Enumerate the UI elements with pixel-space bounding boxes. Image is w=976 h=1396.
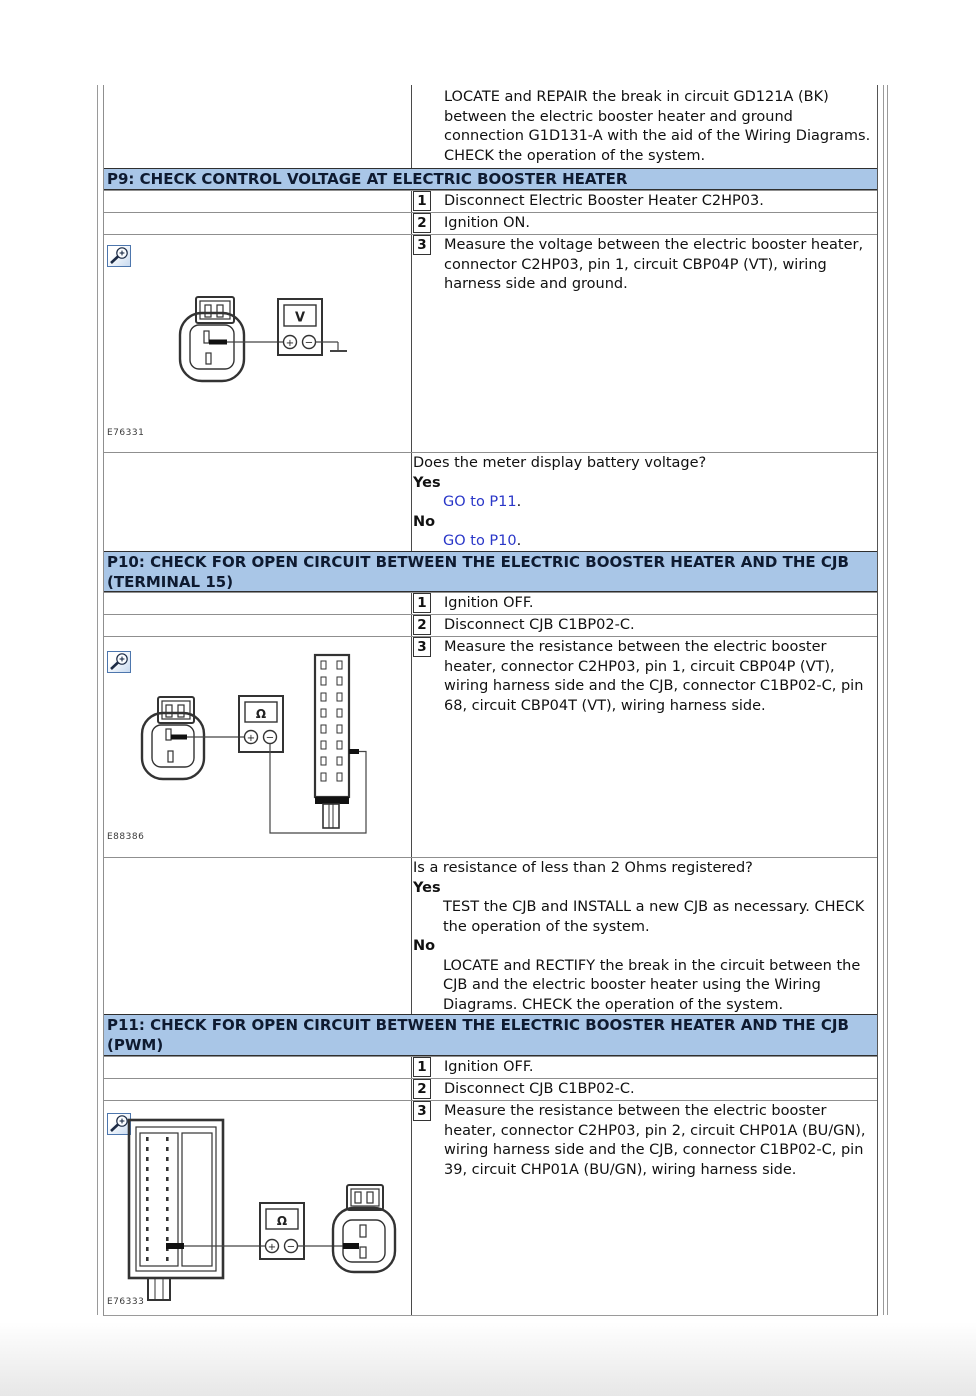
table-row — [104, 190, 877, 212]
step-instruction: Measure the resistance between the electric booster heater, connector C2HP03, pin 1, circuit CBP04P (VT), wiring harness side and the CJB, connector C1BP02-C, pin 68, circuit CBP04T (VT), wiring harness side. — [444, 639, 864, 714]
minus-terminal-label: − — [304, 337, 314, 349]
plus-terminal-label: + — [246, 732, 256, 744]
table-row — [104, 212, 877, 234]
empty-cell — [104, 213, 412, 234]
figure-label: E76331 — [107, 428, 145, 438]
ohmmeter-drawing — [239, 696, 283, 752]
empty-cell — [104, 1057, 412, 1078]
step-number: 3 — [413, 235, 431, 255]
sentence-period: . — [516, 533, 522, 549]
table-row — [104, 636, 877, 857]
step-instruction: Measure the voltage between the electric booster heater, connector C2HP03, pin 1, circuit CBP04P (VT), wiring harness side and ground. — [444, 237, 864, 292]
go-to-p10-link[interactable]: GO to P10 — [443, 533, 517, 549]
step-row — [412, 1101, 877, 1315]
step-number: 3 — [413, 1101, 431, 1121]
step-instruction: Ignition OFF. — [444, 595, 534, 611]
meter-symbol: V — [294, 310, 306, 326]
yes-label: Yes — [413, 474, 441, 491]
step-number: 2 — [413, 1079, 431, 1099]
no-label: No — [413, 513, 436, 530]
empty-cell — [104, 593, 412, 614]
figure-label: E76333 — [107, 1297, 145, 1307]
step-instruction: Disconnect CJB C1BP02-C. — [444, 617, 635, 633]
wiring-figure-p10 — [104, 637, 412, 857]
page-border-right-inner — [887, 85, 888, 1315]
question-block — [412, 858, 877, 1014]
ground-symbol — [316, 342, 348, 351]
page-bottom-fade — [0, 1322, 976, 1396]
table-row — [104, 85, 877, 168]
minus-terminal-label: − — [265, 732, 275, 744]
empty-cell — [104, 858, 412, 1014]
empty-cell — [104, 1079, 412, 1100]
p10-figure-svg — [104, 637, 410, 856]
pinpoint-test-table — [103, 85, 878, 1316]
table-row — [104, 452, 877, 551]
step-instruction: Disconnect CJB C1BP02-C. — [444, 1081, 635, 1097]
minus-terminal-label: − — [286, 1241, 296, 1253]
empty-cell — [104, 615, 412, 636]
result-action-text: LOCATE and REPAIR the break in circuit GD121A (BK) between the electric booster heater and ground connection G1D131-A with the aid of the Wiring Diagrams. CHECK the operation of the system. — [444, 89, 871, 164]
step-number: 1 — [413, 1057, 431, 1077]
cjb-connector-strip — [315, 655, 359, 828]
p11-figure-svg — [104, 1101, 410, 1314]
table-row — [104, 1100, 877, 1315]
no-label: No — [413, 938, 436, 954]
step-row — [412, 235, 877, 452]
table-row — [104, 1078, 877, 1100]
question-text: Does the meter display battery voltage? — [413, 455, 707, 471]
ohmmeter-drawing — [260, 1203, 304, 1259]
go-to-p11-link[interactable]: GO to P11 — [443, 494, 517, 510]
step-row — [412, 191, 877, 212]
figure-label: E88386 — [107, 832, 145, 842]
question-block — [412, 453, 877, 551]
no-action: LOCATE and RECTIFY the break in the circuit between the CJB and the electric booster heater using the Wiring Diagrams. CHECK the operation of the system. — [443, 957, 861, 1013]
yes-action: TEST the CJB and INSTALL a new CJB as necessary. CHECK the operation of the system. — [443, 899, 865, 935]
page-border-right-outer — [883, 85, 884, 1315]
step-number: 1 — [413, 191, 431, 211]
sentence-period: . — [516, 494, 522, 510]
wiring-figure-p9 — [104, 235, 412, 452]
step-number: 2 — [413, 213, 431, 233]
step-row — [412, 213, 877, 234]
meter-symbol: Ω — [276, 1214, 288, 1228]
step-row — [412, 1079, 877, 1100]
question-text: Is a resistance of less than 2 Ohms registered? — [413, 860, 753, 876]
table-row — [104, 234, 877, 452]
step-instruction: Measure the resistance between the electric booster heater, connector C2HP03, pin 2, circuit CHP01A (BU/GN), wiring harness side and the CJB, connector C1BP02-C, pin 39, circuit CHP01A (BU/GN), wiring harness side. — [444, 1103, 866, 1178]
yes-action — [413, 493, 875, 513]
step-instruction: Ignition ON. — [444, 215, 530, 231]
empty-cell — [104, 85, 412, 168]
step-row — [412, 615, 877, 636]
page-border-left — [97, 85, 98, 1315]
empty-cell — [104, 191, 412, 212]
step-row — [412, 637, 877, 857]
step-instruction: Disconnect Electric Booster Heater C2HP03. — [444, 193, 764, 209]
pin-dots — [146, 1137, 169, 1261]
test-step-header-p11: P11: CHECK FOR OPEN CIRCUIT BETWEEN THE ELECTRIC BOOSTER HEATER AND THE CJB (PWM) — [104, 1014, 877, 1056]
test-lead-wire — [270, 744, 366, 834]
voltmeter-drawing — [278, 299, 322, 355]
table-row — [104, 614, 877, 636]
step-number: 1 — [413, 593, 431, 613]
p9-figure-svg — [104, 235, 410, 451]
heater-connector-drawing — [333, 1185, 395, 1272]
test-step-header-p9: P9: CHECK CONTROL VOLTAGE AT ELECTRIC BOOSTER HEATER — [104, 168, 877, 190]
no-action — [413, 532, 875, 552]
meter-symbol: Ω — [255, 707, 267, 721]
step-row — [412, 1057, 877, 1078]
step-row — [412, 593, 877, 614]
empty-cell — [104, 453, 412, 551]
heater-connector-drawing — [142, 697, 204, 779]
heater-connector-drawing — [180, 297, 244, 381]
table-row — [104, 592, 877, 614]
step-instruction: Ignition OFF. — [444, 1059, 534, 1075]
plus-terminal-label: + — [285, 337, 295, 349]
wiring-figure-p11 — [104, 1101, 412, 1315]
table-row — [104, 1056, 877, 1078]
plus-terminal-label: + — [267, 1241, 277, 1253]
yes-label: Yes — [413, 879, 441, 896]
test-step-header-p10: P10: CHECK FOR OPEN CIRCUIT BETWEEN THE ELECTRIC BOOSTER HEATER AND THE CJB (TERMINAL 15) — [104, 551, 877, 592]
step-number: 3 — [413, 637, 431, 657]
cjb-connector-block — [129, 1120, 223, 1300]
step-number: 2 — [413, 615, 431, 635]
table-row — [104, 857, 877, 1014]
